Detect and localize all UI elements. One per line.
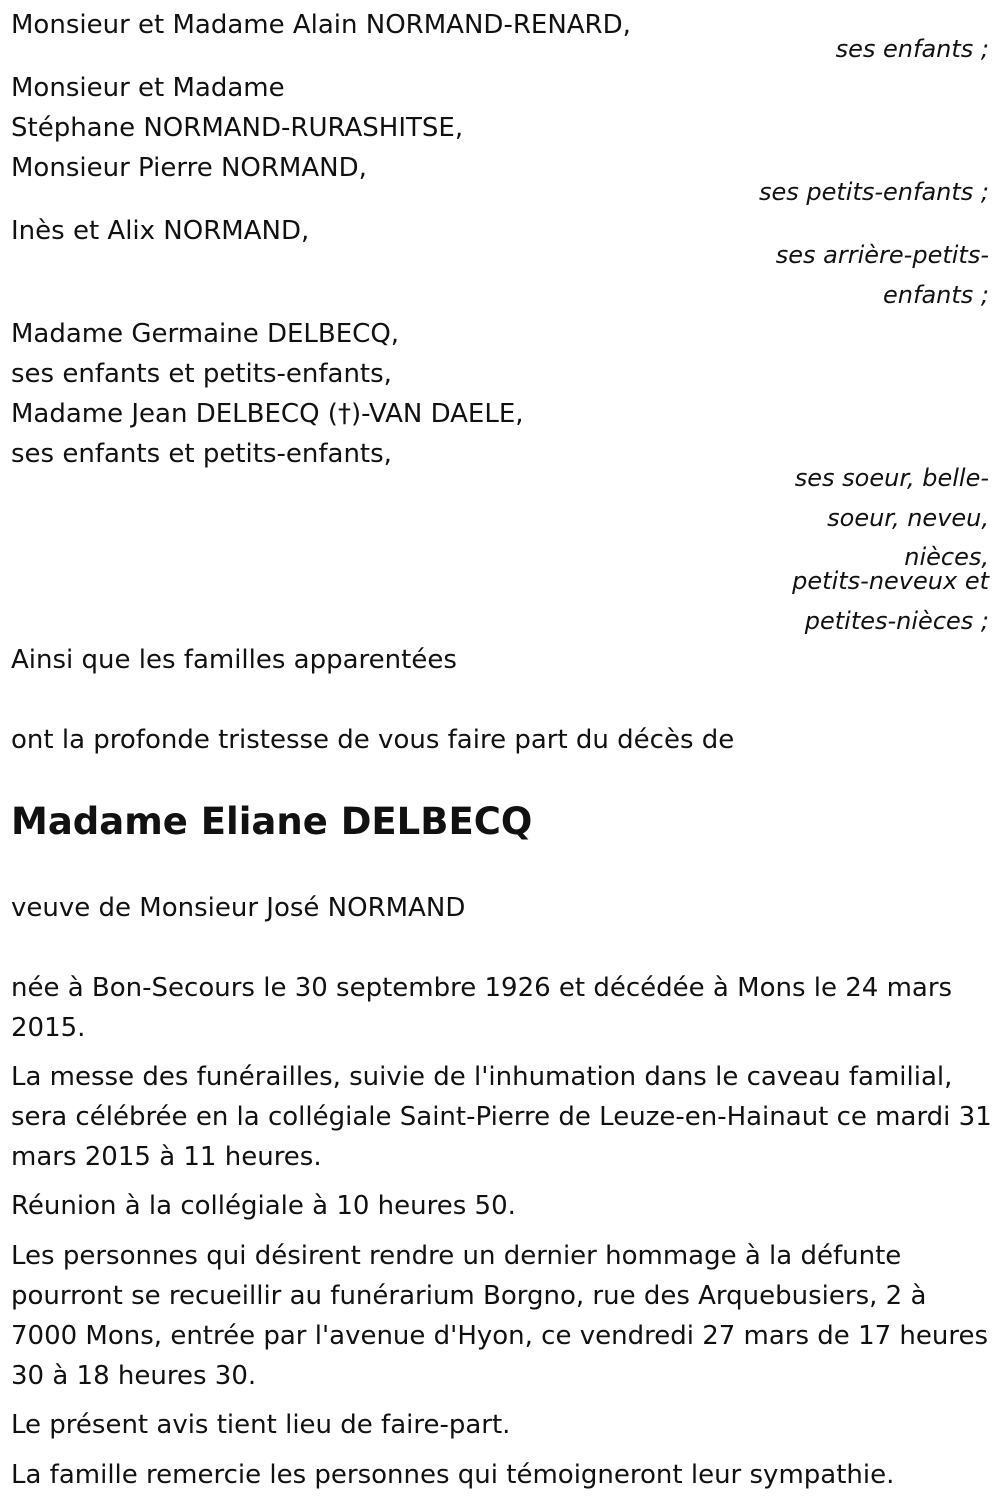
notice-paragraph: Le présent avis tient lieu de faire-part. [11,1410,511,1440]
announcement-text: ont la profonde tristesse de vous faire part du décès de [11,725,735,755]
birth-death-paragraph: née à Bon-Secours le 30 septembre 1926 et décédée à Mons le 24 mars 2015. [11,973,953,1043]
related-families: Ainsi que les familles apparentées [11,645,457,675]
relation-children: ses enfants ; [835,35,989,63]
deceased-name: Madame Eliane DELBECQ [11,800,533,843]
mourner-line-children-couple: Monsieur et Madame Alain NORMAND-RENARD, [11,10,631,40]
relation-siblings-cont: petits-neveux et [792,567,989,595]
mourner-line: Madame Germaine DELBECQ, [11,319,400,349]
mourner-line: Monsieur et Madame [11,73,285,103]
mourner-line: Madame Jean DELBECQ (†)-VAN DAELE, [11,399,524,429]
funeral-paragraph: La messe des funérailles, suivie de l'inhumation dans le caveau familial, sera célébrée en la collégiale Saint-Pierre de Leuze-en-Hainaut ce mardi 31 mars 2015 à 11 heures. [11,1062,992,1172]
thanks-paragraph: La famille remercie les personnes qui témoigneront leur sympathie. [11,1460,895,1490]
relation-siblings-cont: nièces, [904,543,989,571]
widow-of: veuve de Monsieur José NORMAND [11,893,466,923]
relation-great-grandchildren: ses arrière-petits- [775,241,989,269]
relation-grandchildren: ses petits-enfants ; [758,178,989,206]
mourner-line: Stéphane NORMAND-RURASHITSE, [11,113,464,143]
relation-siblings-cont: soeur, neveu, [827,504,989,532]
relation-siblings-cont: petites-nièces ; [804,607,989,635]
relation-great-grandchildren-cont: enfants ; [883,281,989,309]
funerarium-paragraph: Les personnes qui désirent rendre un dernier hommage à la défunte pourront se recueillir au funérarium Borgno, rue des Arquebusiers, 2 à 7000 Mons, entrée par l'avenue d'Hyon, ce vendredi 27 mars de 17 heures 30 à 18 heures 30. [11,1241,989,1391]
mourner-line: ses enfants et petits-enfants, [11,439,392,469]
mourner-line: ses enfants et petits-enfants, [11,359,392,389]
relation-siblings: ses soeur, belle- [794,464,989,492]
mourner-line: Inès et Alix NORMAND, [11,216,310,246]
meeting-paragraph: Réunion à la collégiale à 10 heures 50. [11,1191,516,1221]
mourner-line: Monsieur Pierre NORMAND, [11,153,367,183]
